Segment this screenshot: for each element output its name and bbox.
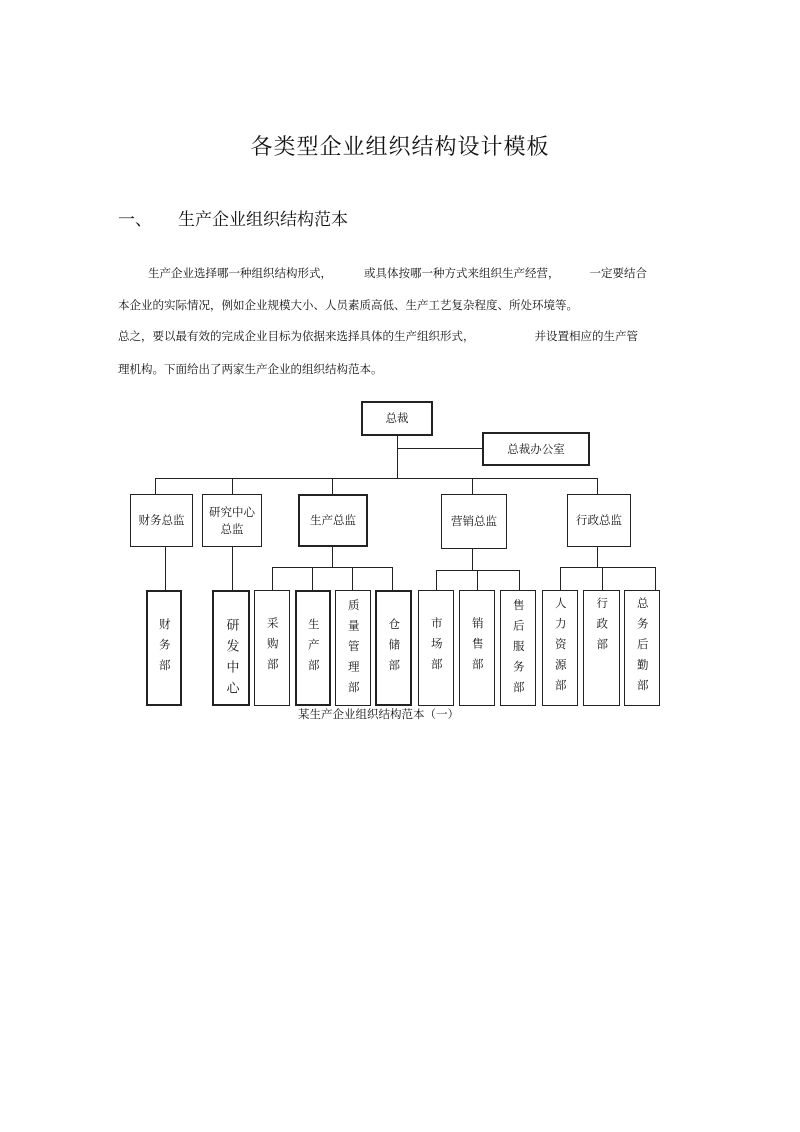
department-box-general-affairs <box>624 590 660 706</box>
department-label: 仓储部 <box>387 618 402 680</box>
department-label: 总务后勤部 <box>635 597 650 700</box>
paragraph-line-1 <box>148 265 647 281</box>
department-box-market <box>418 590 454 706</box>
connector-line <box>155 478 597 479</box>
connector-line <box>472 549 473 570</box>
paragraph-text: 总之，要以最有效的完成企业目标为依据来选择具体的生产组织形式， <box>118 329 475 343</box>
department-box-rnd <box>212 590 250 706</box>
paragraph-text: 并设置相应的生产管 <box>534 329 638 343</box>
connector-line <box>397 448 483 449</box>
ceo-office-box: 总裁办公室 <box>482 432 590 466</box>
department-label: 质量管理部 <box>346 599 361 702</box>
department-label: 人力资源部 <box>553 597 568 700</box>
connector-line <box>232 478 233 494</box>
director-box-admin: 行政总监 <box>567 494 631 547</box>
connector-line <box>560 567 561 590</box>
paragraph-line-2: 本企业的实际情况，例如企业规模大小、人员素质高低、生产工艺复杂程度、所处环境等。 <box>118 298 578 312</box>
connector-line <box>560 567 656 568</box>
connector-line <box>602 567 603 590</box>
connector-line <box>165 547 166 590</box>
department-label: 采购部 <box>265 617 280 679</box>
department-label: 行政部 <box>595 597 610 659</box>
connector-line <box>272 567 273 590</box>
page-title: 各类型企业组织结构设计模板 <box>250 135 550 160</box>
paragraph-line-3 <box>118 328 638 344</box>
connector-line <box>155 478 156 494</box>
section-heading <box>118 205 348 230</box>
paragraph-line-4: 理机构。下面给出了两家生产企业的组织结构范本。 <box>118 362 383 376</box>
connector-line <box>232 547 233 590</box>
connector-line <box>436 570 520 571</box>
paragraph-text: 或具体按哪一种方式来组织生产经营， <box>364 266 560 280</box>
department-label: 市场部 <box>429 617 444 679</box>
section-number: 一、 <box>118 210 152 230</box>
chart-caption: 某生产企业组织结构范本（一） <box>298 707 459 721</box>
department-box-purchasing <box>254 590 290 706</box>
connector-line <box>597 478 598 494</box>
department-box-aftersales <box>500 590 536 706</box>
connector-line <box>477 570 478 590</box>
connector-line <box>332 478 333 494</box>
director-box-production: 生产总监 <box>298 494 368 547</box>
director-box-marketing: 营销总监 <box>441 494 507 549</box>
department-box-warehouse <box>375 590 412 706</box>
connector-line <box>472 478 473 494</box>
department-box-hr <box>542 590 578 706</box>
department-label: 销售部 <box>470 617 485 679</box>
department-label: 生产部 <box>306 618 321 680</box>
connector-line <box>352 567 353 590</box>
connector-line <box>272 567 393 568</box>
department-box-quality <box>335 590 371 706</box>
director-box-rnd: 研究中心总监 <box>202 494 262 547</box>
connector-line <box>397 435 398 478</box>
connector-line <box>392 567 393 590</box>
section-title: 生产企业组织结构范本 <box>178 210 348 230</box>
paragraph-text: 生产企业选择哪一种组织结构形式， <box>148 266 332 280</box>
department-label: 财务部 <box>157 618 172 680</box>
department-label: 售后服务部 <box>511 599 526 702</box>
department-box-administration <box>583 590 620 706</box>
connector-line <box>332 547 333 567</box>
connector-line <box>436 570 437 590</box>
department-box-production <box>295 590 331 706</box>
connector-line <box>597 547 598 567</box>
department-box-sales <box>459 590 495 706</box>
department-box-finance <box>146 590 182 706</box>
director-box-finance: 财务总监 <box>130 494 193 547</box>
connector-line <box>312 567 313 590</box>
ceo-box: 总裁 <box>361 401 433 436</box>
connector-line <box>655 567 656 590</box>
paragraph-text: 一定要结合 <box>589 266 647 280</box>
department-label: 研发中心 <box>223 618 239 702</box>
connector-line <box>519 570 520 590</box>
